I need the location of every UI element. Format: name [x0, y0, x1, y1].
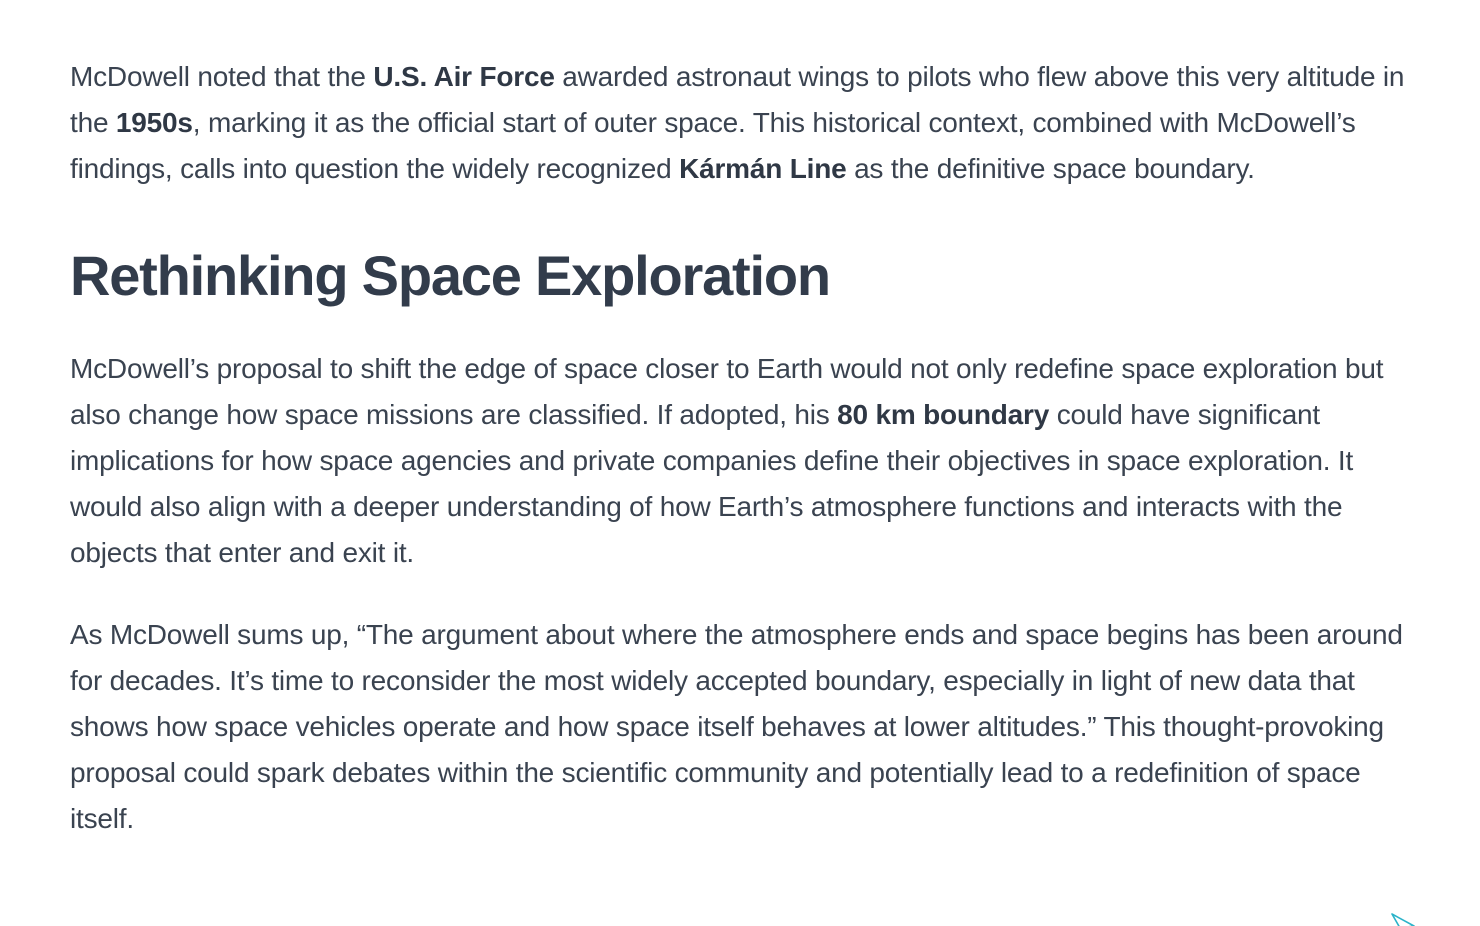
bold-us-air-force: U.S. Air Force	[373, 61, 555, 92]
partial-send-icon[interactable]	[1390, 912, 1418, 926]
bold-80km-boundary: 80 km boundary	[837, 399, 1050, 430]
paragraph-proposal	[70, 346, 1422, 576]
text-segment: , marking it as the official start of outer space. This historical context, combined with McDowell’s findings, calls into question the widely recognized	[70, 107, 1356, 184]
article-body	[70, 54, 1422, 842]
bold-1950s: 1950s	[115, 107, 193, 138]
text-segment: McDowell noted that the	[70, 61, 374, 92]
section-heading: Rethinking Space Exploration	[70, 244, 830, 307]
paragraph-air-force-context	[70, 54, 1422, 192]
text-segment: as the definitive space boundary.	[846, 153, 1255, 184]
text-segment: could have significant implications for how space agencies and private companies define their objectives in space exploration. It would also align with a deeper understanding of how Earth’s atmosphere functions and interacts with the objects that enter and exit it.	[70, 399, 1354, 568]
text-segment: McDowell’s proposal to shift the edge of space closer to Earth would not only redefine space exploration but also change how space missions are classified. If adopted, his	[70, 353, 1384, 430]
paragraph-quote: As McDowell sums up, “The argument about where the atmosphere ends and space begins has been around for decades. It’s time to reconsider the most widely accepted boundary, especially in light of new data that shows how space vehicles operate and how space itself behaves at lower altitudes.” This thought-provoking proposal could spark debates within the scientific community and potentially lead to a redefinition of space itself.	[70, 619, 1403, 834]
bold-karman-line: Kármán Line	[679, 153, 847, 184]
text-segment: awarded astronaut wings to pilots who flew above this very altitude in the	[70, 61, 1405, 138]
